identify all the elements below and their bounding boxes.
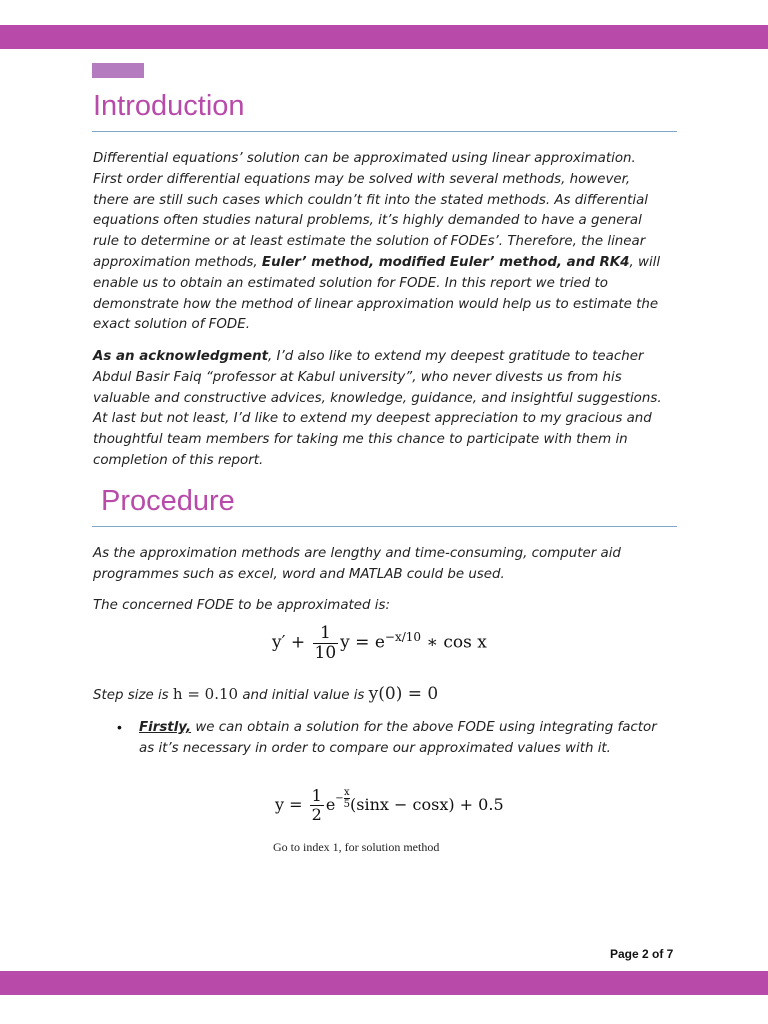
- introduction-heading: Introduction: [93, 90, 245, 122]
- eq2-e: e: [325, 795, 336, 814]
- ack-line: Abdul Basir Faiq “professor at Kabul university”, who never divests us from his: [93, 369, 622, 385]
- intro-line: there are still such cases which couldn’t fit into the stated methods. As differential: [93, 192, 649, 208]
- intro-line: , will: [629, 254, 661, 270]
- intro-line: demonstrate how the method of linear approximation would help us to estimate the: [93, 296, 659, 312]
- intro-line: rule to determine or at least estimate the solution of FODEs’. Therefore, the linear: [93, 234, 646, 250]
- procedure-line: programmes such as excel, word and MATLAB could be used.: [93, 566, 505, 582]
- footer-band: [0, 971, 768, 995]
- eq1-lhs: y′ +: [272, 632, 306, 653]
- firstly-emphasis: Firstly,: [139, 720, 192, 735]
- acknowledgment-emphasis: As an acknowledgment: [93, 349, 269, 364]
- introduction-paragraph: [93, 149, 678, 336]
- procedure-rule: [92, 526, 677, 527]
- index-note: Go to index 1, for solution method: [273, 840, 440, 854]
- bullet-icon: •: [117, 719, 122, 735]
- step-pre: Step size is: [93, 688, 173, 703]
- solution-equation: [275, 787, 504, 824]
- eq1-fraction: [313, 624, 339, 662]
- procedure-paragraph: [93, 544, 678, 586]
- intro-line: equations often studies natural problems, it’s highly demanded to have a general: [93, 213, 642, 229]
- firstly-bullet: [139, 718, 679, 760]
- eq2-fraction: [310, 787, 324, 823]
- eq2-frac-num: 1: [311, 786, 322, 806]
- intro-line: enable us to obtain an estimated solution for FODE. In this report we tried to: [93, 275, 608, 291]
- eq1-mid: y = e: [340, 632, 385, 653]
- ack-line: At last but not least, I’d like to extend my deepest appreciation to my gracious and: [93, 411, 652, 427]
- eq2-rhs: (sinx − cosx) + 0.5: [350, 795, 504, 814]
- eq2-frac-den: 2: [311, 805, 322, 824]
- methods-emphasis: Euler’ method, modified Euler’ method, and RK4: [261, 254, 630, 270]
- eq2-exp-num: x: [344, 787, 350, 798]
- eq2-exp-sign: −: [335, 793, 344, 804]
- step-size-line: [93, 684, 678, 707]
- ack-line: valuable and constructive advices, knowledge, guidance, and insightful suggestions.: [93, 390, 662, 406]
- intro-line: Differential equations’ solution can be approximated using linear approximation.: [93, 151, 636, 166]
- eq1-rhs: ∗ cos x: [421, 632, 487, 653]
- step-mid: and initial value is: [238, 688, 369, 703]
- eq1-frac-den: 10: [314, 642, 337, 663]
- ack-line: thoughtful team members for taking me this chance to participate with them in: [93, 432, 628, 448]
- eq2-exponent: [335, 787, 350, 810]
- header-band: [0, 25, 768, 49]
- procedure-heading: Procedure: [101, 485, 235, 517]
- intro-line: First order differential equations may be solved with several methods, however,: [93, 171, 631, 187]
- step-h-value: h = 0.10: [172, 685, 239, 703]
- concerned-fode-text: The concerned FODE to be approximated is:: [93, 598, 391, 613]
- page-number: Page 2 of 7: [610, 947, 674, 961]
- introduction-rule: [92, 131, 677, 132]
- intro-line: approximation methods,: [93, 254, 262, 270]
- ack-line: , I’d also like to extend my deepest gratitude to teacher: [268, 349, 644, 364]
- intro-line: exact solution of FODE.: [93, 317, 250, 333]
- initial-value: y(0) = 0: [368, 684, 439, 704]
- eq1-exponent: −x/10: [384, 630, 422, 645]
- eq1-frac-num: 1: [319, 623, 331, 643]
- eq2-exp-den: 5: [343, 799, 351, 810]
- header-tab-mark: [92, 63, 144, 78]
- ack-line: completion of this report.: [93, 452, 264, 468]
- acknowledgment-paragraph: [93, 347, 678, 472]
- fode-equation: [272, 624, 487, 662]
- procedure-line: As the approximation methods are lengthy and time-consuming, computer aid: [93, 546, 621, 561]
- bullet-line: we can obtain a solution for the above FODE using integrating factor: [191, 720, 657, 735]
- bullet-line: as it’s necessary in order to compare our approximated values with it.: [139, 740, 611, 756]
- eq2-lhs: y =: [275, 795, 303, 814]
